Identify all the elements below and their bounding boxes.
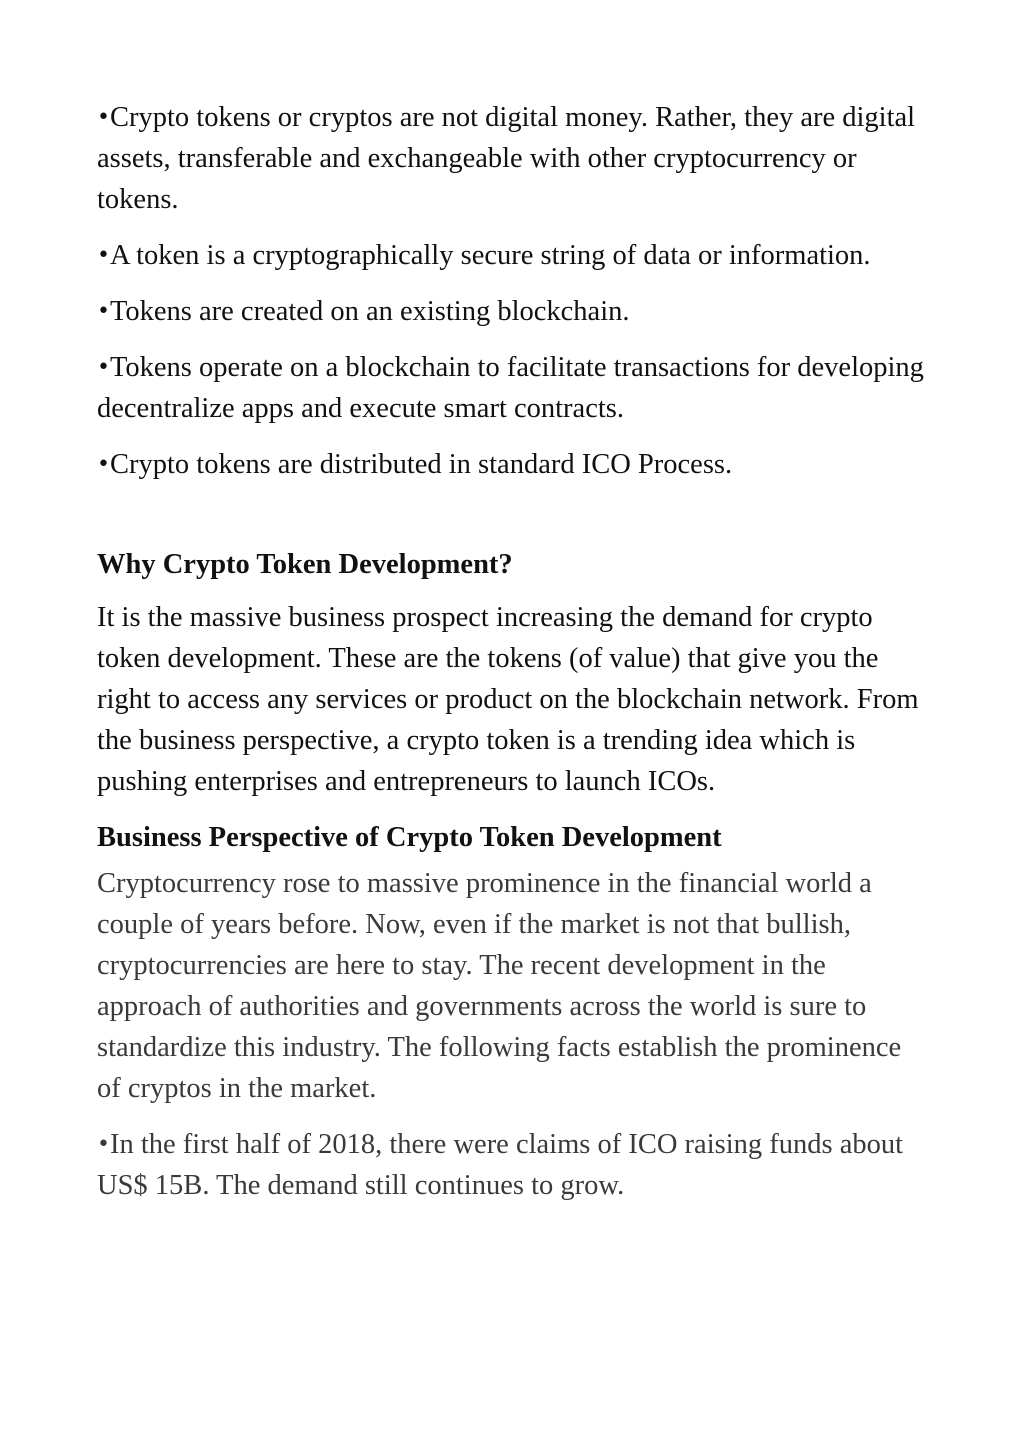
bullet-symbol: • [97,1132,110,1157]
section-paragraph-business: Cryptocurrency rose to massive prominence in the financial world a couple of years before. Now, even if the market is not that bullish, cryptocurrencies are here to stay. The recent development in the approach of authorities and governments across the world is sure to standardize this industry. The following facts establish the prominence of cryptos in the market. [97,868,902,1104]
bullet-item [97,1124,927,1206]
bullet-symbol: • [97,452,110,477]
bullet-text: Tokens operate on a blockchain to facilitate transactions for developing decentralize apps and execute smart contracts. [97,352,924,424]
section-heading-why: Why Crypto Token Development? [97,549,513,580]
document-body [97,97,927,1221]
bullet-symbol: • [97,105,110,130]
bullet-item [97,97,927,220]
bullet-item [97,347,927,429]
section-spacer [97,500,927,544]
bullet-text: Crypto tokens or cryptos are not digital money. Rather, they are digital assets, transferable and exchangeable with other cryptocurrency or tokens. [97,102,916,215]
section-heading-business: Business Perspective of Crypto Token Development [97,822,722,853]
bullet-text: In the first half of 2018, there were claims of ICO raising funds about US$ 15B. The demand still continues to grow. [97,1129,904,1201]
bullet-item [97,444,927,485]
bullet-text: Crypto tokens are distributed in standard ICO Process. [109,449,733,480]
bullet-text: Tokens are created on an existing blockchain. [109,296,630,327]
bullet-symbol: • [97,299,110,324]
bullet-item [97,291,927,332]
bullet-text: A token is a cryptographically secure string of data or information. [109,240,871,271]
bullet-item [97,235,927,276]
bullet-symbol: • [97,243,110,268]
section-paragraph-why: It is the massive business prospect increasing the demand for crypto token development. These are the tokens (of value) that give you the right to access any services or product on the blockchain network. From the business perspective, a crypto token is a trending idea which is pushing enterprises and entrepreneurs to launch ICOs. [97,602,919,797]
bullet-symbol: • [97,355,110,380]
